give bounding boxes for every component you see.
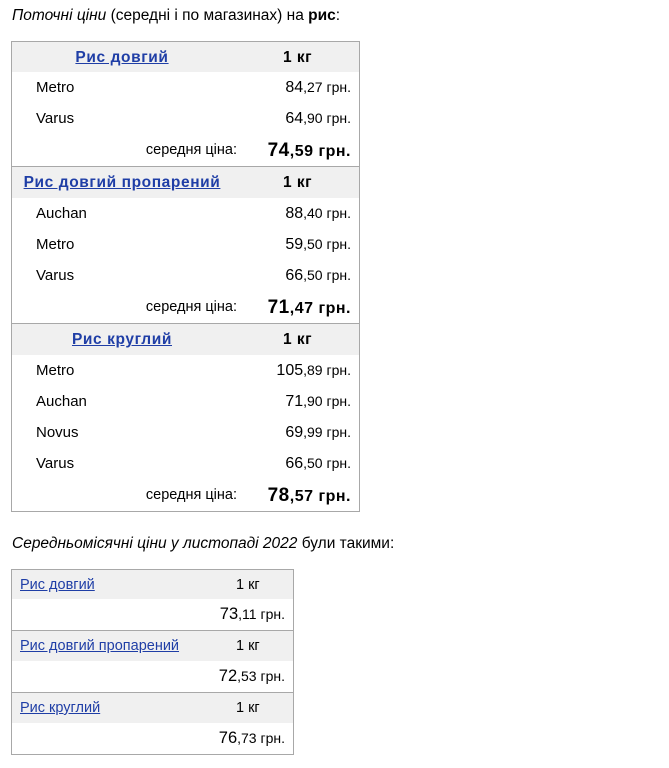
store-price-row [12, 355, 359, 386]
product-unit: 1 кг [283, 174, 313, 191]
monthly-price-row [12, 661, 293, 692]
monthly-price-row [12, 723, 293, 754]
store-price: 69,99 грн. [285, 424, 351, 441]
average-price-label: середня ціна: [145, 142, 237, 158]
store-name: Auchan [36, 205, 87, 222]
average-price-row [12, 291, 359, 323]
store-price: 59,50 грн. [285, 236, 351, 253]
average-price-value: 71,47 грн. [267, 297, 351, 318]
store-price-row [12, 72, 359, 103]
product-unit: 1 кг [283, 331, 313, 348]
current-prices-heading: Поточні ціни (середні і по магазинах) на рис: [12, 7, 341, 24]
store-price: 84,27 грн. [285, 79, 351, 96]
monthly-link-rice-long[interactable]: Рис довгий [20, 577, 95, 593]
store-price-row [12, 417, 359, 448]
monthly-prices-heading: Середньомісячні ціни у листопаді 2022 були такими: [12, 535, 395, 552]
monthly-header-rice-long-parboiled [12, 630, 293, 661]
monthly-price-row [12, 599, 293, 630]
store-price-row [12, 260, 359, 291]
average-price-row [12, 134, 359, 166]
product-header-rice-long [12, 42, 359, 72]
store-name: Metro [36, 79, 75, 96]
store-price-row [12, 198, 359, 229]
monthly-unit: 1 кг [236, 638, 260, 654]
monthly-unit: 1 кг [236, 700, 260, 716]
store-name: Varus [36, 455, 75, 472]
store-price: 64,90 грн. [285, 110, 351, 127]
monthly-header-rice-round [12, 692, 293, 723]
store-name: Metro [36, 362, 75, 379]
product-link-rice-long-parboiled[interactable]: Рис довгий пропарений [23, 174, 221, 191]
current-prices-table [11, 41, 360, 512]
store-name: Metro [36, 236, 75, 253]
average-price-label: середня ціна: [145, 487, 237, 503]
store-price: 71,90 грн. [285, 393, 351, 410]
average-price-value: 74,59 грн. [267, 140, 351, 161]
store-name: Varus [36, 267, 75, 284]
product-unit: 1 кг [283, 49, 313, 66]
monthly-unit: 1 кг [236, 577, 260, 593]
monthly-price: 76,73 грн. [218, 729, 285, 747]
average-price-row [12, 479, 359, 511]
store-price: 66,50 грн. [285, 455, 351, 472]
product-link-rice-round[interactable]: Рис круглий [71, 331, 172, 348]
product-header-rice-round [12, 323, 359, 355]
product-link-rice-long[interactable]: Рис довгий [75, 49, 169, 66]
store-price-row [12, 386, 359, 417]
monthly-price: 73,11 грн. [219, 605, 285, 623]
store-price: 105,89 грн. [276, 362, 351, 379]
store-price: 88,40 грн. [285, 205, 351, 222]
store-name: Varus [36, 110, 75, 127]
monthly-header-rice-long [12, 570, 293, 599]
monthly-link-rice-long-parboiled[interactable]: Рис довгий пропарений [20, 638, 180, 654]
monthly-link-rice-round[interactable]: Рис круглий [20, 700, 101, 716]
store-name: Novus [36, 424, 79, 441]
average-price-label: середня ціна: [145, 299, 237, 315]
monthly-prices-table [11, 569, 294, 755]
product-header-rice-long-parboiled [12, 166, 359, 198]
store-price-row [12, 448, 359, 479]
store-name: Auchan [36, 393, 87, 410]
store-price-row [12, 103, 359, 134]
store-price: 66,50 грн. [285, 267, 351, 284]
store-price-row [12, 229, 359, 260]
average-price-value: 78,57 грн. [267, 485, 351, 506]
monthly-price: 72,53 грн. [218, 667, 285, 685]
